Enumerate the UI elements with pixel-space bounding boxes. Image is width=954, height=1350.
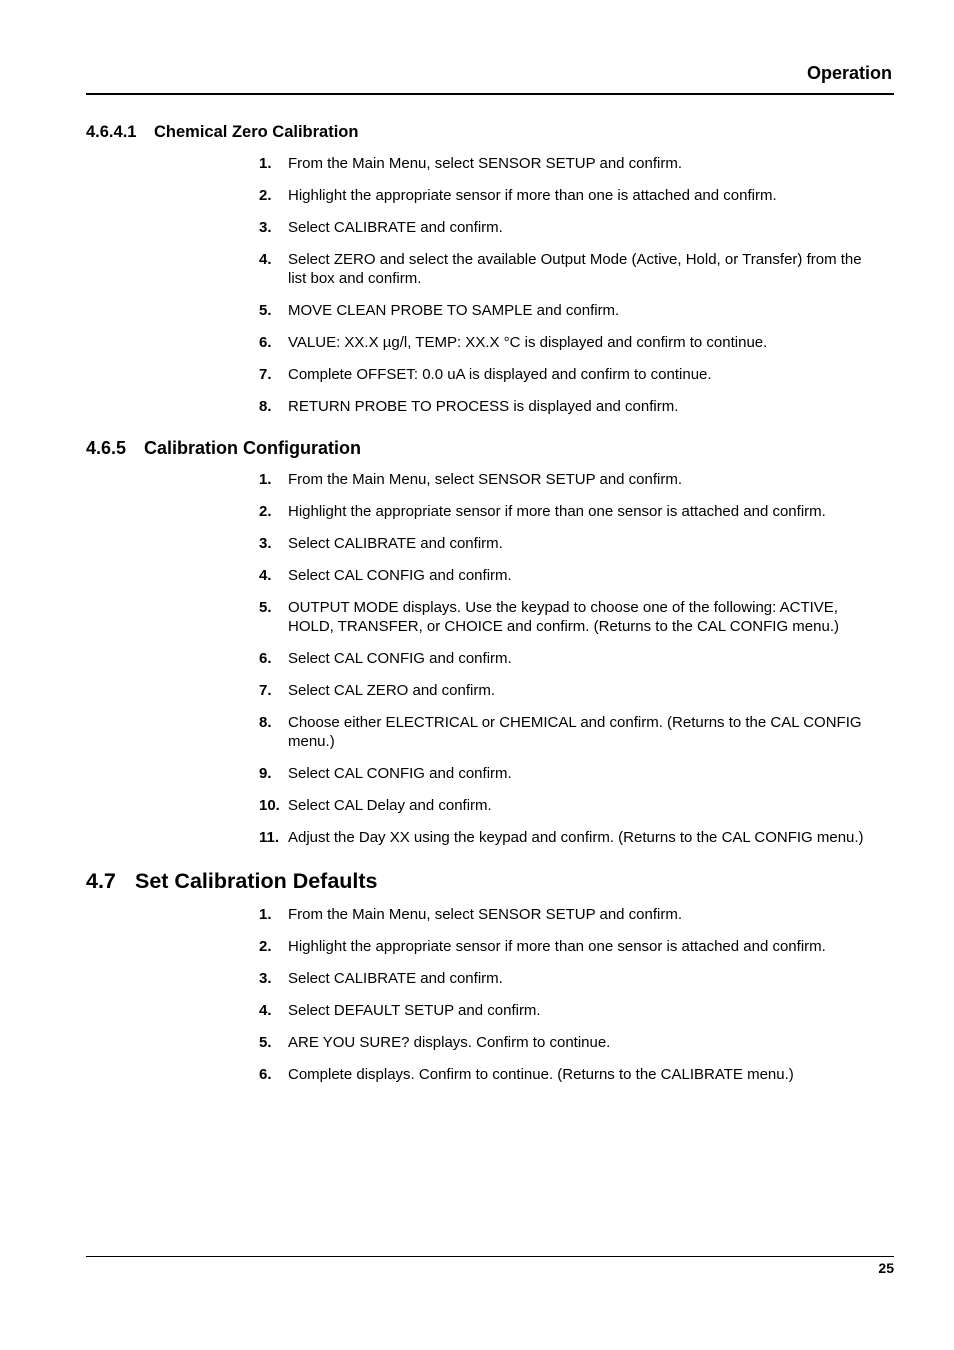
step-number: 6. bbox=[259, 650, 272, 667]
step-number: 11. bbox=[259, 829, 280, 846]
step-number: 3. bbox=[259, 970, 272, 987]
step-text: Highlight the appropriate sensor if more than one is attached and confirm. bbox=[288, 187, 777, 204]
list-item bbox=[259, 796, 894, 815]
list-item bbox=[259, 333, 894, 352]
step-text: Select CALIBRATE and confirm. bbox=[288, 970, 503, 987]
list-item bbox=[259, 1033, 894, 1052]
step-text: Select CAL Delay and confirm. bbox=[288, 797, 492, 814]
step-number: 2. bbox=[259, 503, 272, 520]
list-item bbox=[259, 681, 894, 700]
list-item bbox=[259, 764, 894, 783]
step-text: Select CAL ZERO and confirm. bbox=[288, 682, 496, 699]
step-number: 1. bbox=[259, 471, 272, 488]
list-item bbox=[259, 1065, 894, 1084]
step-number: 8. bbox=[259, 714, 272, 731]
step-number: 1. bbox=[259, 155, 272, 172]
step-number: 5. bbox=[259, 599, 272, 616]
steps-list-calibration-configuration bbox=[259, 470, 894, 847]
page-content bbox=[86, 121, 894, 1097]
section-title: Chemical Zero Calibration bbox=[154, 123, 359, 141]
step-text: Select CAL CONFIG and confirm. bbox=[288, 765, 512, 782]
list-item bbox=[259, 649, 894, 668]
section-title: Set Calibration Defaults bbox=[135, 869, 378, 893]
steps-list-set-calibration-defaults bbox=[259, 905, 894, 1084]
list-item bbox=[259, 218, 894, 237]
step-text: Select CAL CONFIG and confirm. bbox=[288, 567, 512, 584]
section-heading-4-6-4-1 bbox=[86, 121, 894, 143]
section-number: 4.7 bbox=[86, 869, 116, 893]
step-number: 1. bbox=[259, 906, 272, 923]
section-number: 4.6.4.1 bbox=[86, 123, 137, 141]
step-text: OUTPUT MODE displays. Use the keypad to choose one of the following: ACTIVE, HOLD, TRANSFER, or CHOICE and confirm. (Returns to the CAL CONFIG menu.) bbox=[288, 599, 839, 635]
step-number: 6. bbox=[259, 1066, 272, 1083]
list-item bbox=[259, 713, 894, 751]
list-item bbox=[259, 250, 894, 288]
step-number: 9. bbox=[259, 765, 272, 782]
step-number: 7. bbox=[259, 682, 272, 699]
step-number: 3. bbox=[259, 535, 272, 552]
section-heading-4-6-5 bbox=[86, 436, 894, 460]
step-number: 6. bbox=[259, 334, 272, 351]
step-number: 7. bbox=[259, 366, 272, 383]
step-number: 3. bbox=[259, 219, 272, 236]
list-item bbox=[259, 301, 894, 320]
step-text: Select ZERO and select the available Output Mode (Active, Hold, or Transfer) from the list box and confirm. bbox=[288, 251, 862, 287]
footer-divider bbox=[86, 1256, 894, 1257]
step-text: From the Main Menu, select SENSOR SETUP and confirm. bbox=[288, 471, 683, 488]
list-item bbox=[259, 186, 894, 205]
step-text: Adjust the Day XX using the keypad and confirm. (Returns to the CAL CONFIG menu.) bbox=[288, 829, 864, 846]
list-item bbox=[259, 1001, 894, 1020]
list-item bbox=[259, 397, 894, 416]
step-number: 4. bbox=[259, 251, 272, 268]
list-item bbox=[259, 969, 894, 988]
list-item bbox=[259, 566, 894, 585]
step-number: 5. bbox=[259, 1034, 272, 1051]
step-text: Highlight the appropriate sensor if more than one sensor is attached and confirm. bbox=[288, 938, 826, 955]
list-item bbox=[259, 937, 894, 956]
step-number: 2. bbox=[259, 187, 272, 204]
list-item bbox=[259, 598, 894, 636]
step-text: ARE YOU SURE? displays. Confirm to continue. bbox=[288, 1034, 611, 1051]
steps-list-chemical-zero bbox=[259, 154, 894, 416]
step-number: 2. bbox=[259, 938, 272, 955]
running-header-title: Operation bbox=[806, 63, 892, 83]
section-gap bbox=[86, 860, 894, 867]
step-text: Highlight the appropriate sensor if more than one sensor is attached and confirm. bbox=[288, 503, 826, 520]
step-text: Select DEFAULT SETUP and confirm. bbox=[288, 1002, 541, 1019]
step-text: From the Main Menu, select SENSOR SETUP and confirm. bbox=[288, 906, 683, 923]
list-item bbox=[259, 470, 894, 489]
step-text: From the Main Menu, select SENSOR SETUP and confirm. bbox=[288, 155, 683, 172]
step-number: 4. bbox=[259, 1002, 272, 1019]
header-divider bbox=[86, 93, 894, 95]
step-text: Complete displays. Confirm to continue. (Returns to the CALIBRATE menu.) bbox=[288, 1066, 794, 1083]
step-text: Complete OFFSET: 0.0 uA is displayed and confirm to continue. bbox=[288, 366, 712, 383]
list-item bbox=[259, 365, 894, 384]
list-item bbox=[259, 154, 894, 173]
section-title: Calibration Configuration bbox=[144, 438, 361, 458]
step-number: 5. bbox=[259, 302, 272, 319]
step-number: 8. bbox=[259, 398, 272, 415]
step-text: Choose either ELECTRICAL or CHEMICAL and confirm. (Returns to the CAL CONFIG menu.) bbox=[288, 714, 862, 750]
step-text: MOVE CLEAN PROBE TO SAMPLE and confirm. bbox=[288, 302, 620, 319]
list-item bbox=[259, 905, 894, 924]
step-text: RETURN PROBE TO PROCESS is displayed and confirm. bbox=[288, 398, 679, 415]
page-number: 25 bbox=[878, 1260, 894, 1276]
list-item bbox=[259, 502, 894, 521]
step-number: 10. bbox=[259, 797, 280, 814]
section-number: 4.6.5 bbox=[86, 438, 127, 458]
section-heading-4-7 bbox=[86, 867, 894, 895]
section-gap bbox=[86, 429, 894, 436]
step-text: VALUE: XX.X µg/l, TEMP: XX.X °C is displayed and confirm to continue. bbox=[288, 334, 768, 351]
list-item bbox=[259, 534, 894, 553]
step-text: Select CALIBRATE and confirm. bbox=[288, 219, 503, 236]
step-number: 4. bbox=[259, 567, 272, 584]
step-text: Select CALIBRATE and confirm. bbox=[288, 535, 503, 552]
step-text: Select CAL CONFIG and confirm. bbox=[288, 650, 512, 667]
list-item bbox=[259, 828, 894, 847]
